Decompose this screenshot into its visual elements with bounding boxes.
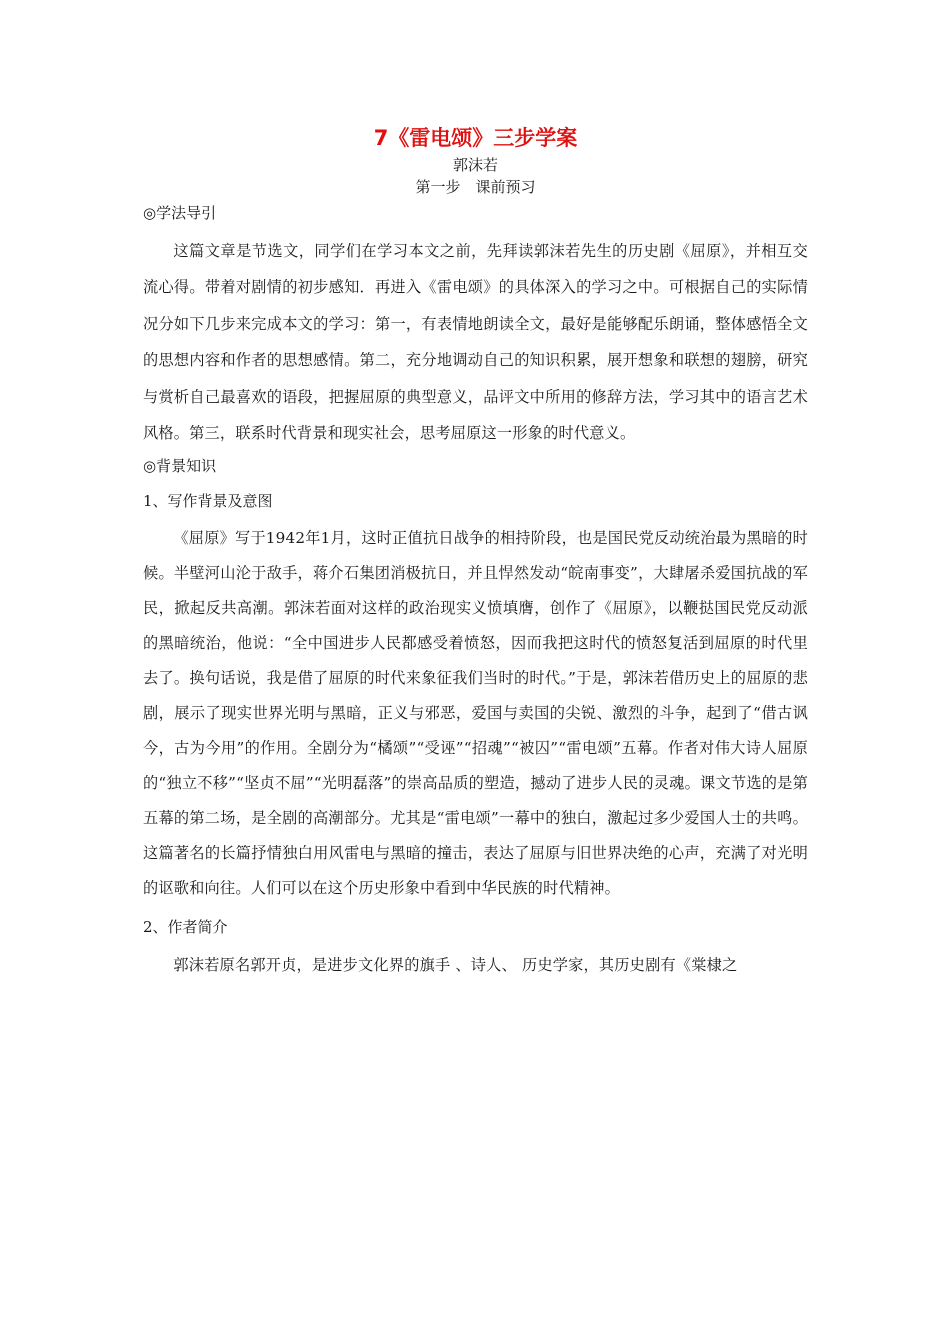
author-line: 郭沫若 — [452, 156, 498, 174]
section-heading-study-guide: ◎学法导引 — [143, 204, 217, 222]
section-heading-background: ◎背景知识 — [143, 457, 217, 476]
subheading-author-intro: 2、作者简介 — [143, 918, 228, 937]
author-intro-paragraph: 郭沫若原名郭开贞，是进步文化界的旗手 、诗人、 历史学家，其历史剧有《棠棣之 — [173, 956, 738, 975]
step-heading: 第一步 课前预习 — [415, 178, 536, 196]
subheading-writing-background: 1、写作背景及意图 — [143, 492, 273, 511]
document-body — [143, 122, 808, 984]
writing-background-paragraph: 《屈原》写于1942年1月，这时正值抗日战争的相持阶段，也是国民党反动统治最为黑暗的时候。半壁河山沦于敌手，蒋介石集团消极抗日，并且悍然发动“皖南事变”，大肆屠杀爱国抗战的军民，掀起反共高潮。郭沫若面对这样的政治现实义愤填膺，创作了《屈原》，以鞭挞国民党反动派的黑暗统治，他说：“全中国进步人民都感受着愤怒，因而我把这时代的愤怒复活到屈原的时代里去了。换句话说，我是借了屈原的时代来象征我们当时的时代。”于是，郭沫若借历史上的屈原的悲剧，展示了现实世界光明与黑暗，正义与邪恶，爱国与卖国的尖锐、激烈的斗争，起到了“借古讽今，古为今用”的作用。全剧分为“橘颂”“受诬”“招魂”“被囚”“雷电颂”五幕。作者对伟大诗人屈原的“独立不移”“坚贞不屈”“光明磊落”的崇高品质的塑造，撼动了进步人民的灵魂。课文节选的是第五幕的第二场，是全剧的高潮部分。尤其是“雷电颂”一幕中的独白，激起过多少爱国人士的共鸣。这篇著名的长篇抒情独白用风雷电与黑暗的撞击，表达了屈原与旧世界决绝的心声，充满了对光明的讴歌和向往。人们可以在这个历史形象中看到中华民族的时代精神。 — [143, 529, 808, 898]
document-title: 7《雷电颂》三步学案 — [373, 126, 578, 150]
study-guide-paragraph: 这篇文章是节选文，同学们在学习本文之前，先拜读郭沫若先生的历史剧《屈原》，并相互交流心得。带着对剧情的初步感知．再进入《雷电颂》的具体深入的学习之中。可根据自己的实际情况分如下几步来完成本文的学习：第一，有表情地朗读全文，最好是能够配乐朗诵，整体感悟全文的思想内容和作者的思想感情。第二，充分地调动自己的知识积累，展开想象和联想的翅膀，研究与赏析自己最喜欢的语段，把握屈原的典型意义，品评文中所用的修辞方法，学习其中的语言艺术风格。第三，联系时代背景和现实社会，思考屈原这一形象的时代意义。 — [143, 242, 808, 443]
